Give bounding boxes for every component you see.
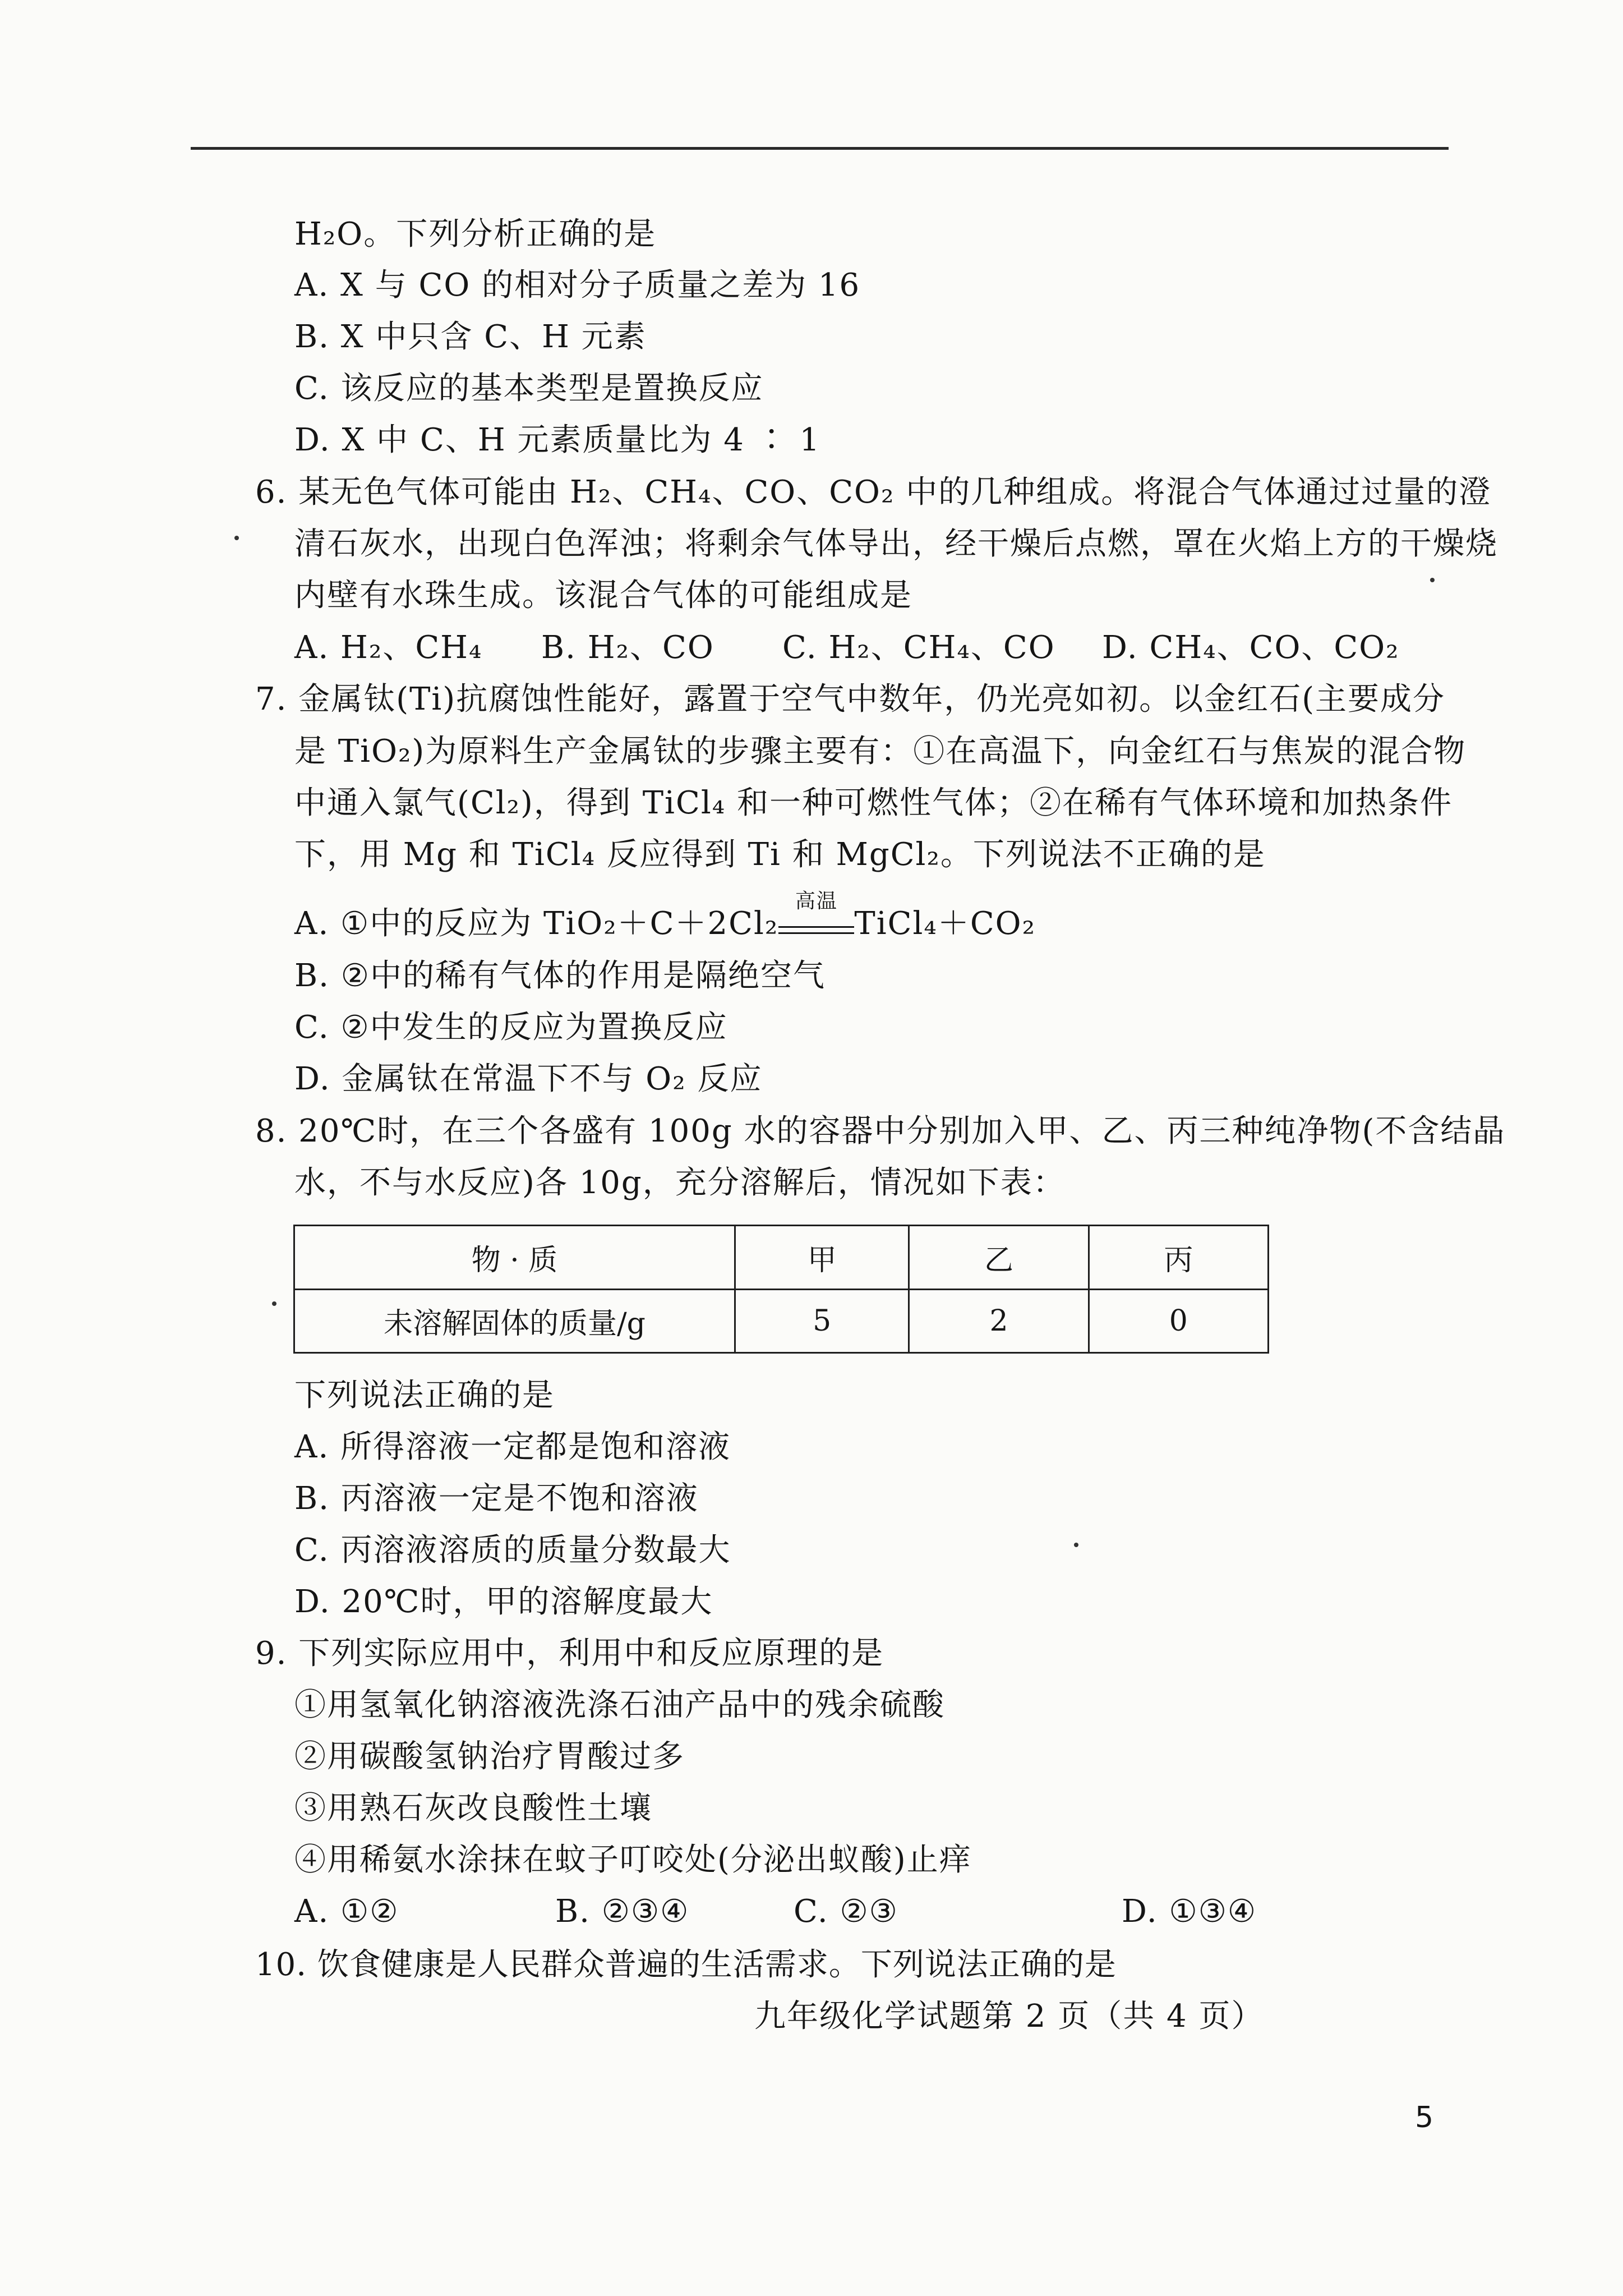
q7-stem-line1: 7. 金属钛(Ti)抗腐蚀性能好，露置于空气中数年，仍光亮如初。以金红石(主要成分 — [255, 681, 1446, 717]
q7-stem-line3: 中通入氯气(Cl₂)，得到 TiCl₄ 和一种可燃性气体；②在稀有气体环境和加热条件 — [294, 785, 1453, 821]
q9-item-3: ③用熟石灰改良酸性土壤 — [294, 1790, 652, 1826]
table-cell: 2 — [909, 1289, 1089, 1353]
equation-right: TiCl₄＋CO₂ — [854, 905, 1036, 942]
q8-option-c: C. 丙溶液溶质的质量分数最大 — [294, 1532, 731, 1568]
q6-option-c: C. H₂、CH₄、CO — [782, 629, 1055, 666]
q7-option-d: D. 金属钛在常温下不与 O₂ 反应 — [294, 1061, 763, 1097]
equals-sign — [778, 926, 854, 934]
equation-left: A. ①中的反应为 TiO₂＋C＋2Cl₂ — [294, 905, 779, 942]
q7-stem-line2: 是 TiO₂)为原料生产金属钛的步骤主要有：①在高温下，向金红石与焦炭的混合物 — [294, 733, 1467, 770]
equation-arrow — [778, 890, 854, 934]
q9-option-c: C. ②③ — [794, 1893, 898, 1930]
q9-option-d: D. ①③④ — [1122, 1893, 1257, 1930]
q9-item-1: ①用氢氧化钠溶液洗涤石油产品中的残余硫酸 — [294, 1687, 945, 1723]
q7-option-c: C. ②中发生的反应为置换反应 — [294, 1009, 728, 1046]
scan-speck — [234, 536, 239, 540]
scan-speck — [1430, 578, 1435, 582]
q6-option-b: B. H₂、CO — [541, 629, 714, 666]
q8-stem-line1: 8. 20℃时，在三个各盛有 100g 水的容器中分别加入甲、乙、丙三种纯净物(不含结晶 — [255, 1113, 1506, 1149]
reaction-condition: 高温 — [795, 890, 838, 913]
scan-speck — [1074, 1543, 1078, 1547]
table-cell: 5 — [735, 1289, 909, 1353]
table-header-cell: 丙 — [1089, 1226, 1268, 1290]
q6-stem-line1: 6. 某无色气体可能由 H₂、CH₄、CO、CO₂ 中的几种组成。将混合气体通过过量的澄 — [255, 474, 1492, 510]
table-cell: 未溶解固体的质量/g — [294, 1289, 735, 1353]
q7-stem-line4: 下，用 Mg 和 TiCl₄ 反应得到 Ti 和 MgCl₂。下列说法不正确的是 — [294, 836, 1266, 873]
q5-option-a: A. X 与 CO 的相对分子质量之差为 16 — [294, 267, 861, 303]
q8-option-a: A. 所得溶液一定都是饱和溶液 — [294, 1429, 731, 1465]
q8-stem-line2: 水，不与水反应)各 10g，充分溶解后，情况如下表： — [294, 1165, 1066, 1201]
page-footer: 九年级化学试题第 2 页（共 4 页） — [754, 1998, 1264, 2035]
table-header-cell: 甲 — [735, 1226, 909, 1290]
q9-item-4: ④用稀氨水涂抹在蚊子叮咬处(分泌出蚁酸)止痒 — [294, 1842, 972, 1878]
q6-stem-line2: 清石灰水，出现白色浑浊；将剩余气体导出，经干燥后点燃，罩在火焰上方的干燥烧 — [294, 526, 1498, 562]
q7-option-b: B. ②中的稀有气体的作用是隔绝空气 — [294, 958, 826, 994]
q8-prompt: 下列说法正确的是 — [294, 1377, 555, 1414]
table-cell: 0 — [1089, 1289, 1268, 1353]
q5-stem-end: H₂O。下列分析正确的是 — [294, 216, 657, 252]
table-header-cell: 物 · 质 — [294, 1226, 735, 1290]
page-number: 5 — [1415, 2101, 1434, 2134]
table-row — [294, 1289, 1269, 1353]
q9-stem: 9. 下列实际应用中，利用中和反应原理的是 — [255, 1635, 884, 1672]
q9-option-b: B. ②③④ — [555, 1893, 690, 1930]
q6-stem-line3: 内壁有水珠生成。该混合气体的可能组成是 — [294, 577, 912, 614]
q9-option-a: A. ①② — [294, 1893, 399, 1930]
q9-item-2: ②用碳酸氢钠治疗胃酸过多 — [294, 1738, 685, 1775]
table-header-row — [294, 1226, 1269, 1290]
q5-option-d: D. X 中 C、H 元素质量比为 4 ∶ 1 — [294, 422, 821, 458]
q8-option-d: D. 20℃时，甲的溶解度最大 — [294, 1584, 713, 1620]
header-rule — [191, 147, 1449, 150]
q5-option-b: B. X 中只含 C、H 元素 — [294, 319, 647, 355]
q10-stem: 10. 饮食健康是人民群众普遍的生活需求。下列说法正确的是 — [255, 1947, 1117, 1983]
q5-option-c: C. 该反应的基本类型是置换反应 — [294, 370, 764, 407]
scan-speck — [272, 1301, 276, 1306]
q7-option-a — [294, 890, 1036, 944]
solubility-table — [293, 1225, 1269, 1354]
table-header-cell: 乙 — [909, 1226, 1089, 1290]
q6-option-d: D. CH₄、CO、CO₂ — [1102, 629, 1400, 666]
q8-option-b: B. 丙溶液一定是不饱和溶液 — [294, 1480, 699, 1517]
q6-option-a: A. H₂、CH₄ — [294, 629, 483, 666]
